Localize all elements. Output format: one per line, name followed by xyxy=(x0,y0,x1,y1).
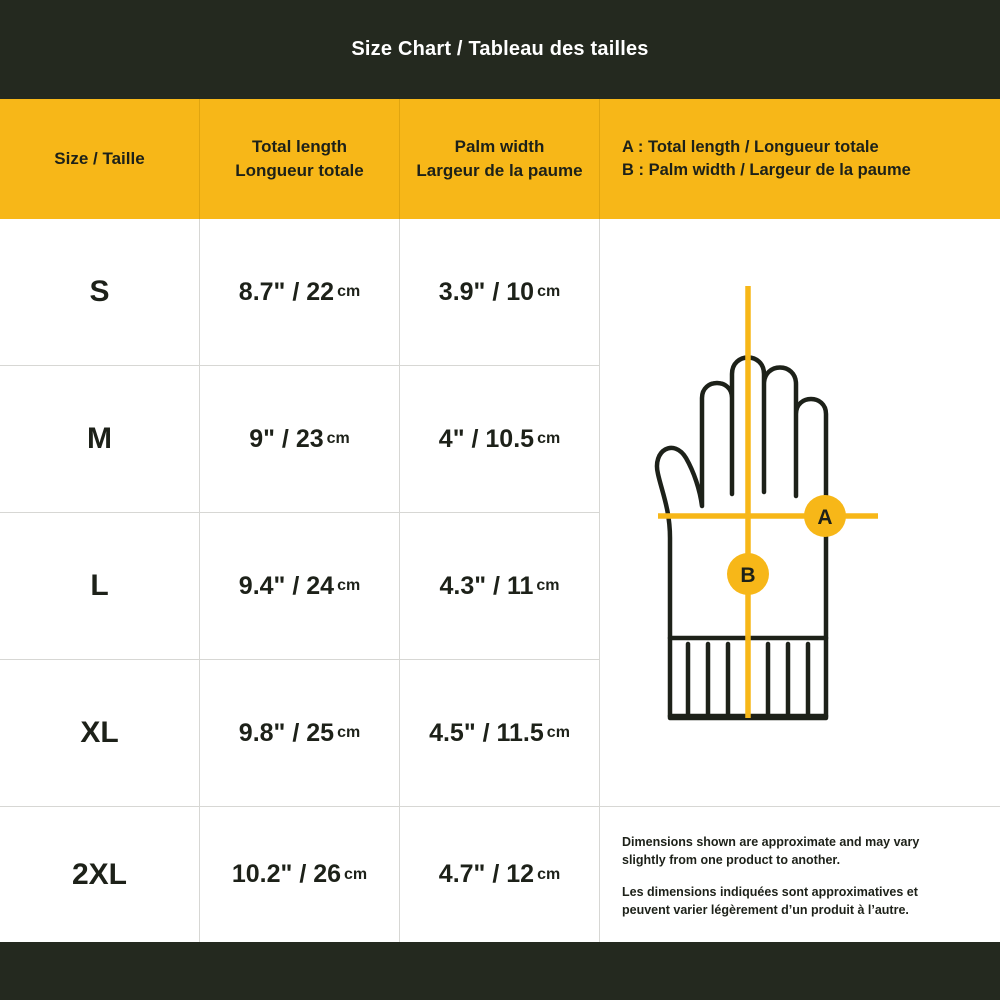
marker-a-label: A xyxy=(817,505,833,529)
value: 10.2" / 26 xyxy=(231,860,342,888)
disclaimer-english: Dimensions shown are approximate and may vary slightly from one product to another. xyxy=(622,835,920,868)
unit: cm xyxy=(337,577,361,594)
table-row-palm-width xyxy=(400,660,600,807)
column-header-total-length-en: Total length xyxy=(251,137,348,157)
glove-diagram xyxy=(600,219,1000,807)
value: 4.3" / 11 xyxy=(439,571,534,600)
table-row-size: 2XL xyxy=(0,807,200,942)
unit: cm xyxy=(337,724,361,741)
disclaimer-french: Les dimensions indiquées sont approximatives et peuvent varier légèrement d’un produit à l’autre. xyxy=(622,885,918,918)
column-header-total-length-fr: Longueur totale xyxy=(235,161,364,180)
value: 9" / 23 xyxy=(249,424,324,453)
unit: cm xyxy=(344,865,368,883)
value: 9.8" / 25 xyxy=(238,718,335,747)
table-row-total-length xyxy=(200,366,400,513)
table-row-palm-width xyxy=(400,219,600,366)
marker-b-group xyxy=(727,553,769,595)
footer-bar xyxy=(0,942,1000,1000)
unit: cm xyxy=(337,283,361,300)
value: 4" / 10.5 xyxy=(438,424,535,453)
table-row-palm-width xyxy=(400,807,600,942)
value: 4.5" / 11.5 xyxy=(429,718,544,747)
column-header-total-length xyxy=(200,99,400,219)
unit: cm xyxy=(537,283,561,300)
marker-b-label: B xyxy=(740,563,756,587)
table-row-size: L xyxy=(0,513,200,660)
unit: cm xyxy=(537,865,561,883)
legend-line-a: A : Total length / Longueur totale xyxy=(622,137,879,156)
value: 8.7" / 22 xyxy=(238,277,335,306)
disclaimer-notes xyxy=(600,807,1000,942)
table-row-palm-width xyxy=(400,366,600,513)
column-header-palm-width-fr: Largeur de la paume xyxy=(416,161,583,180)
table-row-size: M xyxy=(0,366,200,513)
column-header-size-label: Size / Taille xyxy=(54,149,145,169)
value: 3.9" / 10 xyxy=(438,277,535,306)
table-row-palm-width xyxy=(400,513,600,660)
unit: cm xyxy=(536,577,560,594)
legend-line-b: B : Palm width / Largeur de la paume xyxy=(622,161,911,179)
column-header-palm-width-en: Palm width xyxy=(454,137,545,157)
unit: cm xyxy=(326,430,350,447)
size-chart-table xyxy=(0,99,1000,942)
table-row-total-length xyxy=(200,660,400,807)
table-row-size: XL xyxy=(0,660,200,807)
legend-header xyxy=(600,99,1000,219)
title-bar xyxy=(0,0,1000,99)
table-row-total-length xyxy=(200,513,400,660)
table-row-size: S xyxy=(0,219,200,366)
column-header-size xyxy=(0,99,200,219)
column-header-palm-width xyxy=(400,99,600,219)
value: 9.4" / 24 xyxy=(238,571,335,600)
table-row-total-length xyxy=(200,219,400,366)
unit: cm xyxy=(546,724,570,741)
value: 4.7" / 12 xyxy=(438,860,535,888)
page-title: Size Chart / Tableau des tailles xyxy=(351,38,649,60)
unit: cm xyxy=(537,430,561,447)
glove-illustration xyxy=(640,278,960,748)
marker-a-group xyxy=(804,495,846,537)
table-row-total-length xyxy=(200,807,400,942)
